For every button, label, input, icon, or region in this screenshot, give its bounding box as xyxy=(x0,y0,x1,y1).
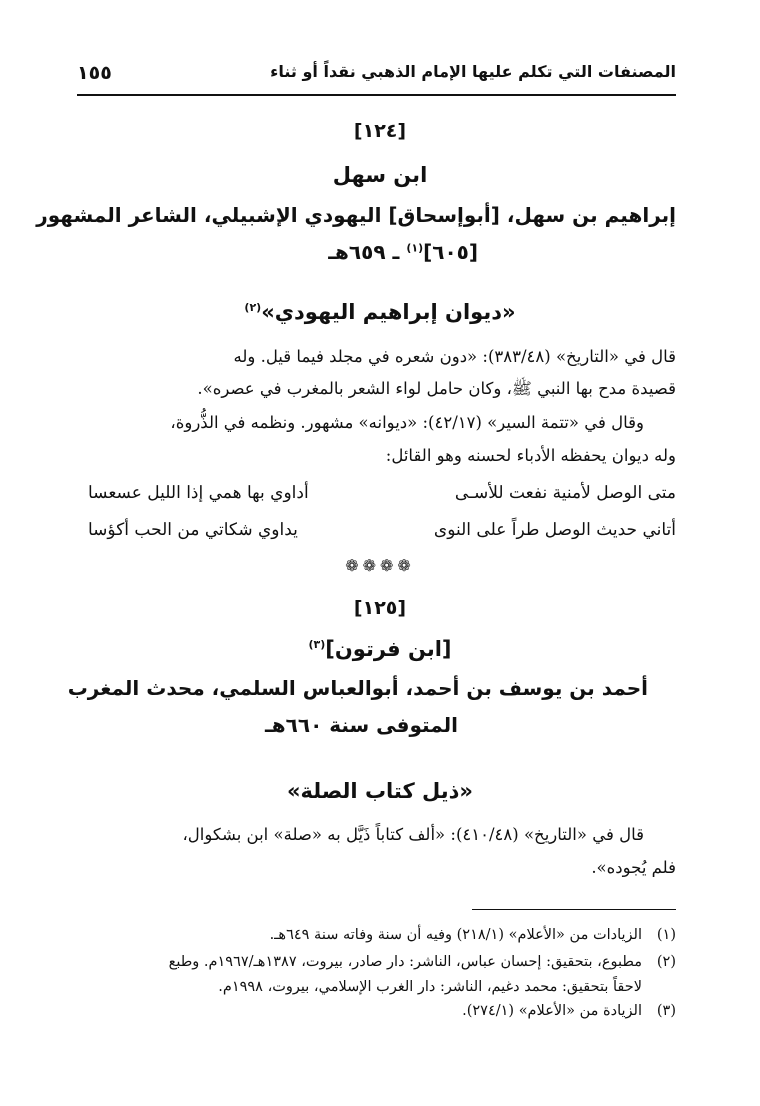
page-number: ١٥٥ xyxy=(77,62,112,84)
entry-125-book-title: «ذيل كتاب الصلة» xyxy=(286,779,474,803)
entry-125-short-name xyxy=(0,637,760,661)
entry-124-bio-line1: إبراهيم بن سهل، [أبوإسحاق] اليهودي الإشبيلي، الشاعر المشهور xyxy=(36,203,676,227)
entry-124-death-year: ـ ٦٥٩هـ xyxy=(328,240,407,264)
footnote-2-text: مطبوع، بتحقيق: إحسان عباس، الناشر: دار صادر، بيروت، ١٣٨٧هـ/١٩٦٧م. وطبع xyxy=(168,954,642,970)
footnote-ref-2: (٢) xyxy=(244,301,262,314)
footnote-divider xyxy=(472,909,676,910)
entry-124-book-title xyxy=(0,300,760,324)
header-divider xyxy=(77,94,676,96)
running-title: المصنفات التي تكلم عليها الإمام الذهبي نقداً أو ثناء xyxy=(270,62,676,81)
book-title-text: «ديوان إبراهيم اليهودي» xyxy=(261,300,516,324)
entry-124-bio-line2 xyxy=(328,240,478,264)
verse-2-second-hemistich: يداوي شكاتي من الحب أكؤسا xyxy=(88,520,298,540)
footnote-3-text: الزيادة من «الأعلام» (٢٧٤/١). xyxy=(462,1003,642,1019)
footnote-1 xyxy=(270,927,676,943)
verse-2-first-hemistich: أتاني حديث الوصل طراً على النوى xyxy=(433,520,676,540)
entry-124-para1-line1: قال في «التاريخ» (٣٨٣/٤٨): «دون شعره في مجلد فيما قيل. وله xyxy=(233,347,676,366)
verse-1-first-hemistich: متى الوصل لأمنية نفعت للأسـى xyxy=(454,483,676,503)
section-separator: ❁❁❁❁ xyxy=(345,556,415,575)
footnote-ref-1: (١) xyxy=(406,241,424,255)
entry-124-birth-year: [٦٠٥] xyxy=(423,240,478,264)
footnote-2 xyxy=(169,954,676,970)
entry-124-para2-line2: وله ديوان يحفظه الأدباء لحسنه وهو القائل: xyxy=(385,446,676,465)
entry-125-number: [١٢٥] xyxy=(353,597,407,619)
footnote-3 xyxy=(462,1003,676,1019)
entry-124-para1-line2: قصيدة مدح بها النبي ﷺ، وكان حامل لواء الشعر بالمغرب في عصره». xyxy=(197,379,676,398)
footnote-1-number: (١) xyxy=(656,927,676,943)
verse-1-second-hemistich: أداوي بها همي إذا الليل عسعسا xyxy=(88,483,309,503)
footnote-3-number: (٣) xyxy=(656,1003,676,1019)
footnote-2-number: (٢) xyxy=(656,954,676,970)
footnote-1-text: الزيادات من «الأعلام» (٢١٨/١) وفيه أن سنة وفاته سنة ٦٤٩هـ. xyxy=(269,927,642,943)
entry-125-bio-line1: أحمد بن يوسف بن أحمد، أبوالعباس السلمي، محدث المغرب xyxy=(67,676,648,700)
footnote-2-continuation: لاحقاً بتحقيق: محمد دغيم، الناشر: دار الغرب الإسلامي، بيروت، ١٩٩٨م. xyxy=(218,979,642,995)
entry-125-short-name-text: [ابن فرتون] xyxy=(325,637,452,661)
entry-124-para2-line1: وقال في «تتمة السير» (٤٢/١٧): «ديوانه» مشهور. ونظمه في الذُّروة، xyxy=(170,413,644,432)
footnote-ref-3: (٣) xyxy=(308,638,326,651)
entry-125-para-line2: فلم يُجوده». xyxy=(591,858,676,877)
entry-125-para-line1: قال في «التاريخ» (٤١٠/٤٨): «ألف كتاباً ذَيَّل به «صلة» ابن بشكوال، xyxy=(182,825,644,844)
entry-125-bio-line2: المتوفى سنة ٦٦٠هـ xyxy=(264,713,458,737)
entry-124-number: [١٢٤] xyxy=(353,120,407,142)
entry-124-short-name: ابن سهل xyxy=(332,163,428,187)
